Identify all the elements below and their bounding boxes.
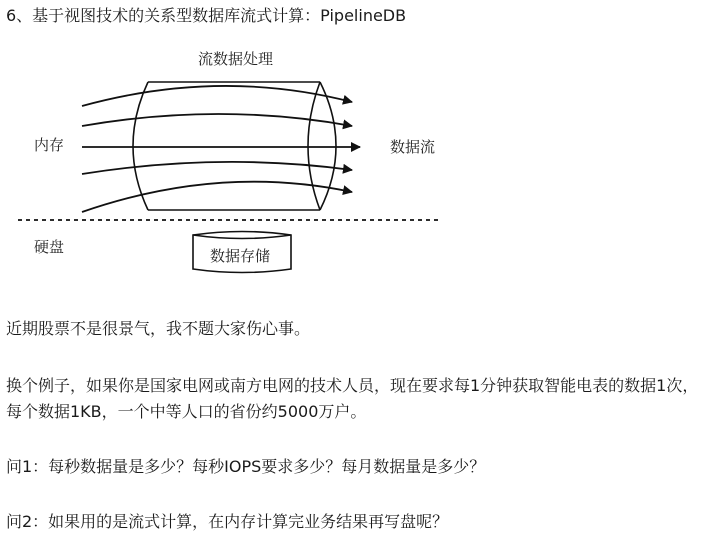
section-heading: 6、基于视图技术的关系型数据库流式计算：PipelineDB [6,6,407,25]
label-disk: 硬盘 [34,238,65,256]
paragraph-4: 问1：每秒数据量是多少？每秒IOPS要求多少？每月数据量是多少？ [6,457,486,476]
paragraph-5: 问2：如果用的是流式计算，在内存计算完业务结果再写盘呢？ [6,512,449,531]
paragraph-2: 换个例子，如果你是国家电网或南方电网的技术人员，现在要求每1分钟获取智能电表的数据1次， [6,376,699,395]
flow-arrow-4 [82,162,352,174]
label-data-stream: 数据流 [390,138,436,156]
pipe-cylinder [148,82,320,210]
pipe-right-end-back [308,82,320,210]
pipe-right-end-front [320,82,336,210]
flow-arrow-2 [82,114,352,126]
label-memory: 内存 [34,136,65,154]
paragraph-1: 近期股票不是很景气，我不题大家伤心事。 [6,319,311,338]
paragraph-3: 每个数据1KB，一个中等人口的省份约5000万户。 [6,402,367,421]
pipe-left-end [133,82,148,210]
label-data-storage: 数据存储 [210,247,271,265]
flow-arrow-1 [82,86,352,106]
label-stream-processing: 流数据处理 [198,50,274,68]
flow-arrow-5 [82,182,352,212]
stream-processing-diagram [0,40,460,290]
